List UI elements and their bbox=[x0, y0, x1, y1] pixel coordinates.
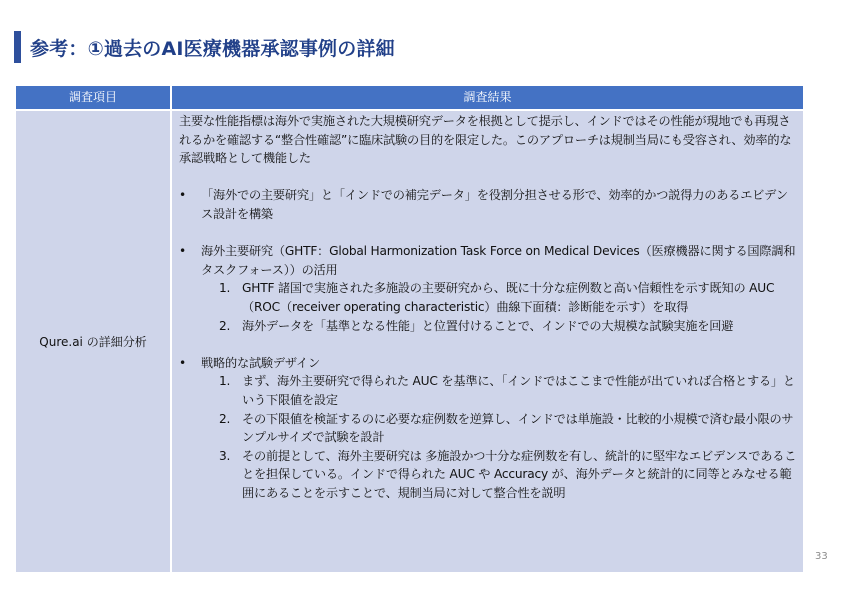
numbered-item bbox=[179, 372, 799, 409]
numbered-mark: 1. bbox=[219, 374, 231, 389]
bullet-mark: • bbox=[179, 244, 186, 259]
result-content bbox=[179, 112, 799, 502]
row-label bbox=[16, 111, 170, 572]
table-row bbox=[16, 111, 803, 572]
numbered-text: GHTF 諸国で実施された多施設の主要研究から、既に十分な症例数と高い信頼性を示す既知の AUC（ROC（receiver operating characteristic）曲線下面積：診断能を示す）を取得 bbox=[242, 281, 775, 314]
bullet-text: 戦略的な試験デザイン bbox=[201, 355, 321, 370]
findings-table bbox=[16, 86, 803, 572]
bullet-text: 「海外での主要研究」と「インドでの補完データ」を役割分担させる形で、効率的かつ説得力のあるエビデンス設計を構築 bbox=[201, 188, 788, 221]
numbered-item bbox=[179, 410, 799, 447]
numbered-text: 海外データを「基準となる性能」と位置付けることで、インドでの大規模な試験実施を回避 bbox=[242, 318, 734, 333]
page-title: 参考：①過去のAI医療機器承認事例の詳細 bbox=[30, 38, 395, 60]
bullet-text: 海外主要研究（GHTF：Global Harmonization Task Force on Medical Devices（医療機器に関する国際調和タスクフォース））の活用 bbox=[201, 244, 796, 277]
numbered-item bbox=[179, 317, 799, 336]
numbered-mark: 2. bbox=[219, 411, 231, 426]
bullet-mark: • bbox=[179, 188, 186, 203]
numbered-text: まず、海外主要研究で得られた AUC を基準に、「インドではここまで性能が出ていれば合格とする」という下限値を設定 bbox=[242, 374, 795, 407]
numbered-mark: 1. bbox=[219, 281, 231, 296]
header-survey-result: 調査結果 bbox=[172, 86, 803, 109]
numbered-text: その下限値を検証するのに必要な症例数を逆算し、インドでは単施設・比較的小規模で済む最小限のサンプルサイズで試験を設計 bbox=[242, 411, 794, 445]
row-label-text: Qure.ai の詳細分析 bbox=[39, 335, 147, 349]
numbered-item bbox=[179, 447, 799, 503]
bullet-item bbox=[179, 354, 799, 373]
numbered-mark: 2. bbox=[219, 318, 231, 333]
page-number: 33 bbox=[815, 551, 828, 562]
bullet-mark: • bbox=[179, 355, 186, 370]
bullet-item bbox=[179, 186, 799, 223]
result-cell bbox=[172, 111, 803, 572]
title-accent-bar bbox=[14, 31, 21, 63]
header-survey-item: 調査項目 bbox=[16, 86, 170, 109]
table-header-row bbox=[16, 86, 803, 109]
numbered-text: その前提として、海外主要研究は 多施設かつ十分な症例数を有し、統計的に堅牢なエビデンスであることを担保している。インドで得られた AUC や Accuracy が、海外データと統計的に同等とみなせる範囲にあることを示すことで、規制当局に対して整合性を説明 bbox=[242, 448, 797, 500]
numbered-item bbox=[179, 279, 799, 316]
intro-paragraph: 主要な性能指標は海外で実施された大規模研究データを根拠として提示し、インドではその性能が現地でも再現されるかを確認する“整合性確認”に臨床試験の目的を限定した。このアプローチは規制当局にも受容され、効率的な承認戦略として機能した bbox=[179, 114, 792, 166]
bullet-item bbox=[179, 242, 799, 279]
numbered-mark: 3. bbox=[219, 448, 231, 463]
